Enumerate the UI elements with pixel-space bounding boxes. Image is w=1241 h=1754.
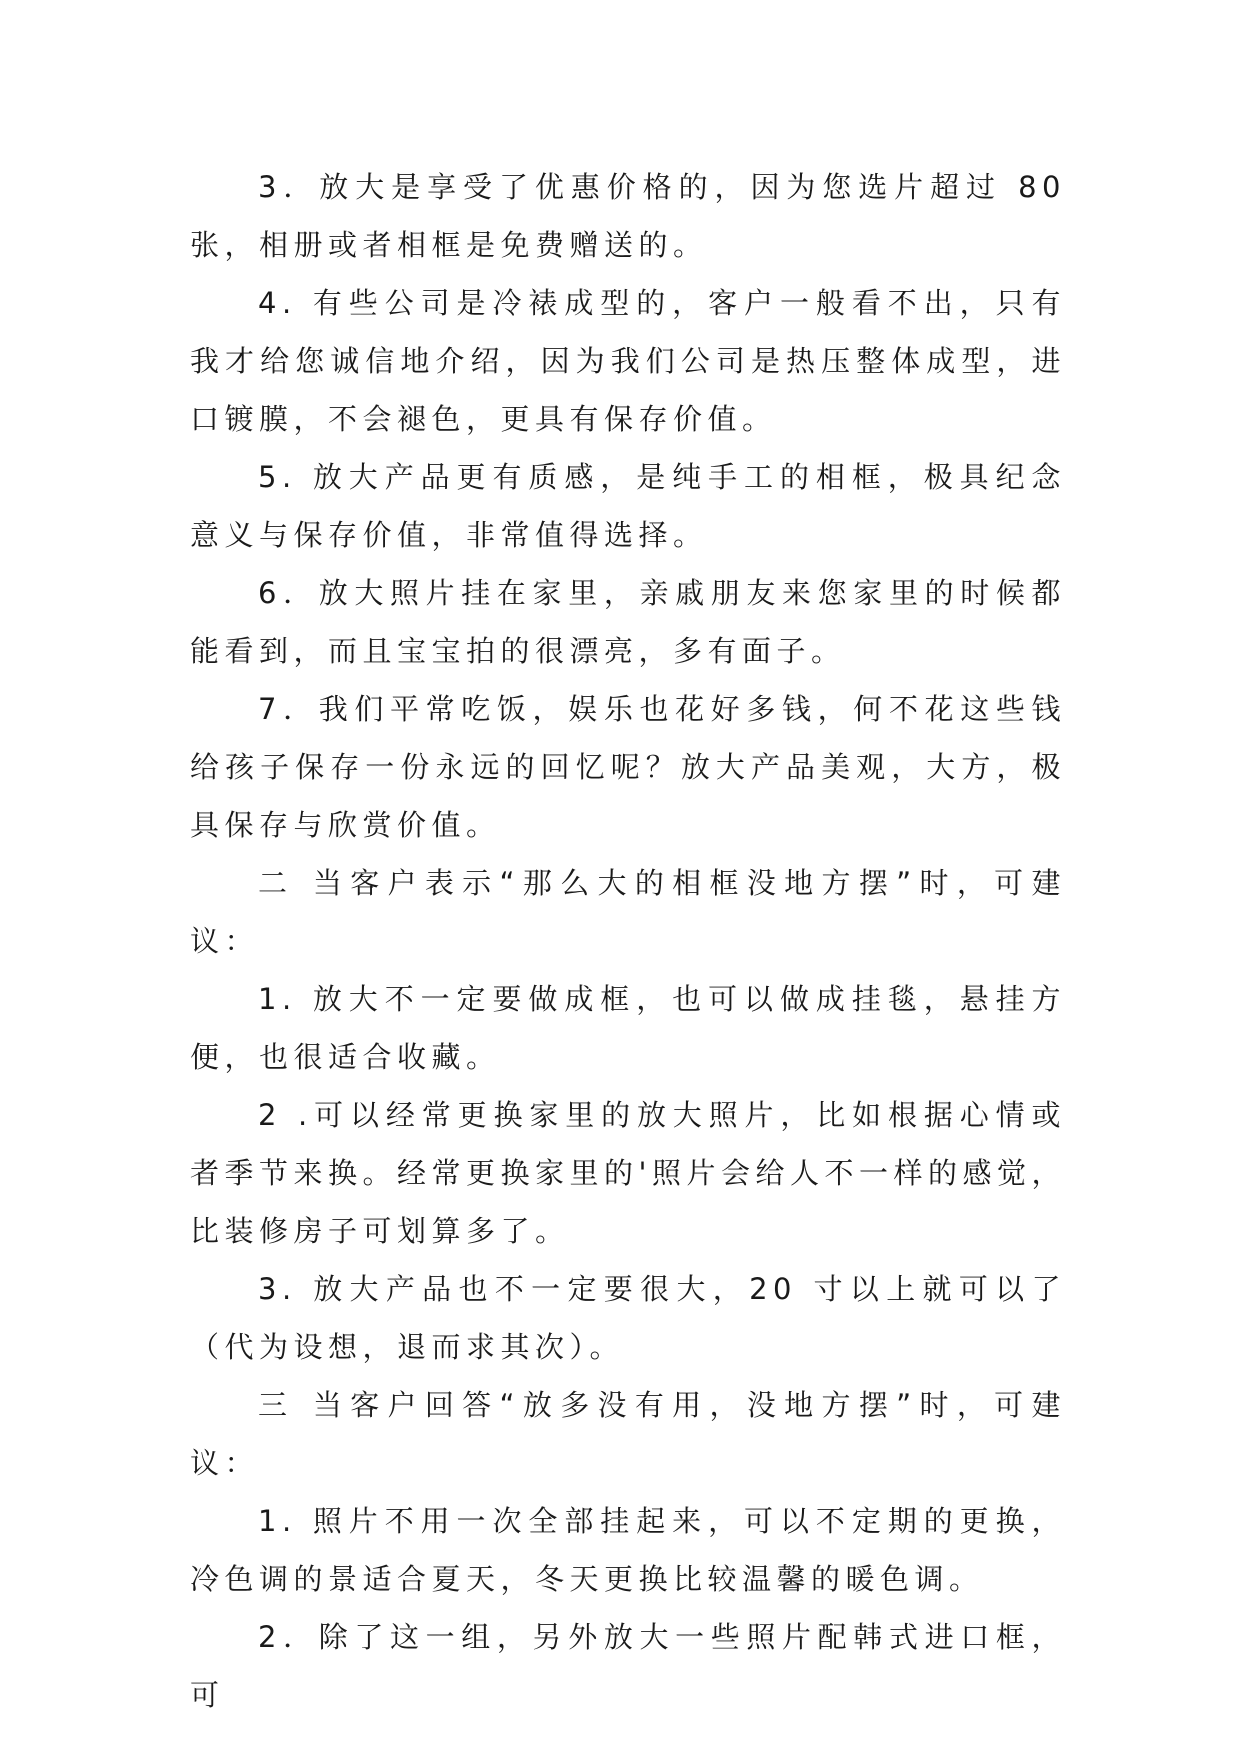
document-body [190, 158, 1066, 1724]
paragraph-item-7-memory: 7．我们平常吃饭，娱乐也花好多钱，何不花这些钱给孩子保存一份永远的回忆呢？放大产品美观，大方，极具保存与欣赏价值。 [190, 692, 1066, 842]
paragraph-section3-item-2: 2．除了这一组，另外放大一些照片配韩式进口框，可 [190, 1620, 1066, 1712]
paragraph-item-4-lamination: 4. 有些公司是冷裱成型的，客户一般看不出，只有我才给您诚信地介绍，因为我们公司是热压整体成型，进口镀膜，不会褪色，更具有保存价值。 [190, 286, 1066, 436]
paragraph-item-5-quality: 5. 放大产品更有质感，是纯手工的相框，极具纪念意义与保存价值，非常值得选择。 [190, 460, 1066, 552]
paragraph-item-6-display: 6．放大照片挂在家里，亲戚朋友来您家里的时候都能看到，而且宝宝拍的很漂亮，多有面子。 [190, 576, 1066, 668]
paragraph-section2-item-1: 1. 放大不一定要做成框，也可以做成挂毯，悬挂方便，也很适合收藏。 [190, 982, 1066, 1074]
section-heading-two: 二 当客户表示“那么大的相框没地方摆”时，可建议： [190, 866, 1066, 958]
paragraph-item-3-discount: 3．放大是享受了优惠价格的，因为您选片超过 80 张，相册或者相框是免费赠送的。 [190, 170, 1066, 262]
section-heading-three: 三 当客户回答“放多没有用，没地方摆”时，可建议： [190, 1388, 1066, 1480]
paragraph-section3-item-1: 1. 照片不用一次全部挂起来，可以不定期的更换，冷色调的景适合夏天，冬天更换比较温馨的暖色调。 [190, 1504, 1066, 1596]
paragraph-section2-item-3: 3. 放大产品也不一定要很大，20 寸以上就可以了（代为设想，退而求其次）。 [190, 1272, 1066, 1364]
paragraph-section2-item-2: 2 .可以经常更换家里的放大照片，比如根据心情或者季节来换。经常更换家里的'照片会给人不一样的感觉，比装修房子可划算多了。 [190, 1098, 1066, 1248]
